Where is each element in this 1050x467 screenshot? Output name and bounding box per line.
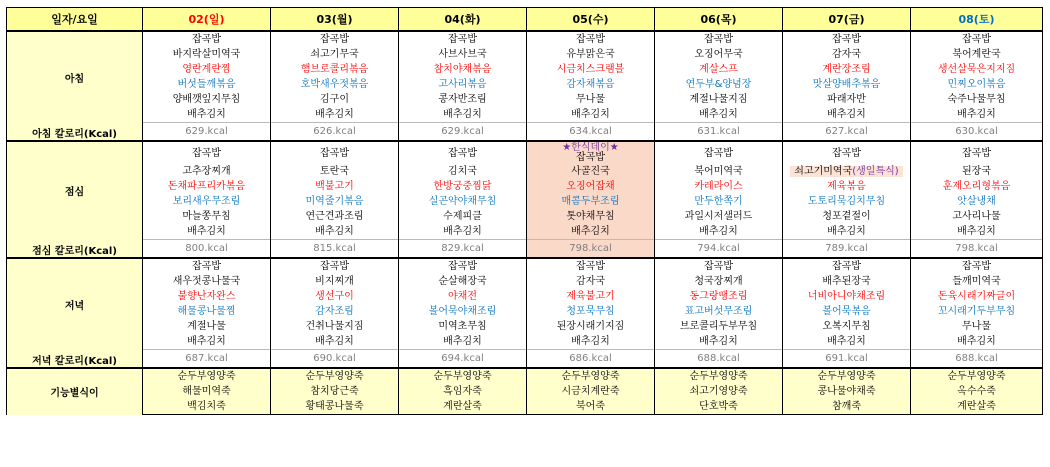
lunch-calorie-label: 점심 칼로리(Kcal)	[7, 240, 143, 259]
calorie-value: 691.kcal	[783, 350, 911, 369]
menu-item-text: 잡곡밥	[576, 152, 605, 163]
menu-item: 배추김치	[527, 107, 655, 123]
menu-item: 무나물	[527, 92, 655, 107]
menu-item: 바지락살미역국	[143, 47, 271, 62]
menu-item: 잡곡밥	[143, 141, 271, 164]
calorie-value: 815.kcal	[271, 240, 399, 259]
menu-item: 감자국	[527, 274, 655, 289]
functional-item: 황태콩나물죽	[271, 399, 399, 415]
menu-item: 잡곡밥	[783, 31, 911, 47]
functional-item: 참깨죽	[783, 399, 911, 415]
menu-item: 맛살양배추볶음	[783, 77, 911, 92]
functional-item: 순두부영양죽	[655, 368, 783, 384]
menu-item: 호박새우젓볶음	[271, 77, 399, 92]
special-day-tag: ★한식데이★	[562, 142, 619, 153]
functional-item: 순두부영양죽	[271, 368, 399, 384]
menu-item: 연두부&양념장	[655, 77, 783, 92]
menu-item: 미역줄기볶음	[271, 194, 399, 209]
day-header-tue: 04(화)	[399, 8, 527, 32]
menu-item: 돈채파프리카볶음	[143, 179, 271, 194]
day-header-thu: 06(목)	[655, 8, 783, 32]
menu-item: 배추김치	[655, 334, 783, 350]
menu-item: 잡곡밥	[655, 141, 783, 164]
breakfast-calorie-row	[7, 123, 1043, 142]
lunch-row	[7, 179, 1043, 194]
menu-item: 영란계란찜	[143, 62, 271, 77]
menu-item: 미역초무침	[399, 319, 527, 334]
menu-item: 북어계란국	[911, 47, 1043, 62]
menu-item: 잡곡밥	[655, 258, 783, 274]
day-header-wed: 05(수)	[527, 8, 655, 32]
functional-item: 계란살죽	[911, 399, 1043, 415]
menu-item: 버섯들깨볶음	[143, 77, 271, 92]
meal-plan	[6, 7, 1042, 415]
menu-item: 비지찌개	[271, 274, 399, 289]
birthday-note: (생일특식)	[852, 166, 899, 177]
menu-item: 사골진국	[527, 164, 655, 179]
menu-item: 오징어잡채	[527, 179, 655, 194]
menu-item: 잡곡밥	[271, 31, 399, 47]
menu-item: 배추김치	[783, 224, 911, 240]
menu-item: 들깨미역국	[911, 274, 1043, 289]
menu-item: 잡곡밥	[271, 141, 399, 164]
functional-row	[7, 399, 1043, 415]
calorie-value: 798.kcal	[911, 240, 1043, 259]
menu-item: 만두한쪽기	[655, 194, 783, 209]
menu-item: 잡곡밥	[399, 258, 527, 274]
menu-item-text: 쇠고기미역국	[794, 166, 853, 177]
menu-item: 배추김치	[271, 334, 399, 350]
menu-item: 앗살냉채	[911, 194, 1043, 209]
calorie-value: 627.kcal	[783, 123, 911, 142]
calorie-value: 829.kcal	[399, 240, 527, 259]
menu-item: 오징어무국	[655, 47, 783, 62]
menu-item: 된장시래기지짐	[527, 319, 655, 334]
menu-item: 계란장조림	[783, 62, 911, 77]
menu-item: 민찌오이볶음	[911, 77, 1043, 92]
lunch-row	[7, 141, 1043, 164]
menu-item: 연근견과조림	[271, 209, 399, 224]
menu-item: 콩자반조림	[399, 92, 527, 107]
menu-item: 배추김치	[271, 224, 399, 240]
menu-item: 야채전	[399, 289, 527, 304]
menu-item: 표고버섯무조림	[655, 304, 783, 319]
functional-item: 흑임자죽	[399, 384, 527, 399]
menu-item: 잡곡밥	[527, 258, 655, 274]
functional-item: 순두부영양죽	[143, 368, 271, 384]
menu-item: 잡곡밥	[911, 141, 1043, 164]
menu-item: 잡곡밥	[911, 31, 1043, 47]
menu-item: 잡곡밥	[911, 258, 1043, 274]
menu-item: 파래자반	[783, 92, 911, 107]
menu-item: 동그랑땡조림	[655, 289, 783, 304]
functional-item: 쇠고기영양죽	[655, 384, 783, 399]
functional-item: 북어죽	[527, 399, 655, 415]
lunch-row	[7, 194, 1043, 209]
functional-item: 백김치죽	[143, 399, 271, 415]
menu-item: 오복지무침	[783, 319, 911, 334]
menu-item: 계살스프	[655, 62, 783, 77]
menu-item: 배추김치	[783, 107, 911, 123]
menu-item: 제육볶음	[783, 179, 911, 194]
menu-item: 잡곡밥	[655, 31, 783, 47]
breakfast-row	[7, 107, 1043, 123]
weekly-menu-table	[6, 7, 1043, 415]
menu-item: 무나물	[911, 319, 1043, 334]
functional-item: 참치당근죽	[271, 384, 399, 399]
calorie-value: 688.kcal	[911, 350, 1043, 369]
menu-item: 제육불고기	[527, 289, 655, 304]
menu-item: 훈제오리형볶음	[911, 179, 1043, 194]
functional-item: 단호박죽	[655, 399, 783, 415]
dinner-calorie-row	[7, 350, 1043, 369]
menu-item: 김치국	[399, 164, 527, 179]
menu-item: 참치야채볶음	[399, 62, 527, 77]
lunch-row	[7, 164, 1043, 179]
breakfast-row	[7, 92, 1043, 107]
lunch-calorie-row	[7, 240, 1043, 259]
calorie-value: 686.kcal	[527, 350, 655, 369]
menu-item: 매콤두부조림	[527, 194, 655, 209]
menu-item: 잡곡밥	[527, 31, 655, 47]
menu-item: 배추김치	[911, 334, 1043, 350]
menu-item: 청국장찌개	[655, 274, 783, 289]
menu-item: 감자채볶음	[527, 77, 655, 92]
breakfast-row	[7, 47, 1043, 62]
menu-item: 잡곡밥	[271, 258, 399, 274]
functional-item: 옥수수죽	[911, 384, 1043, 399]
calorie-value: 629.kcal	[143, 123, 271, 142]
menu-item: 잡곡밥	[783, 141, 911, 164]
menu-item: 배추김치	[399, 334, 527, 350]
menu-item: 감자조림	[271, 304, 399, 319]
day-header-sun: 02(일)	[143, 8, 271, 32]
menu-item: 돈육시래기짜글이	[911, 289, 1043, 304]
breakfast-calorie-label: 아침 칼로리(Kcal)	[7, 123, 143, 142]
corner-header: 일자/요일	[7, 8, 143, 32]
functional-item: 해물미역죽	[143, 384, 271, 399]
functional-label: 기능별식이	[7, 368, 143, 415]
calorie-value: 631.kcal	[655, 123, 783, 142]
menu-item: 꼬시래기두부무침	[911, 304, 1043, 319]
calorie-value: 694.kcal	[399, 350, 527, 369]
menu-item: 시금치스크램블	[527, 62, 655, 77]
menu-item: 계절나물지짐	[655, 92, 783, 107]
menu-item: 카레라이스	[655, 179, 783, 194]
menu-item: 토란국	[271, 164, 399, 179]
menu-item: 잡곡밥	[143, 258, 271, 274]
menu-item: 볼어묵볶음	[783, 304, 911, 319]
lunch-row	[7, 209, 1043, 224]
functional-item: 콩나물야채죽	[783, 384, 911, 399]
menu-item: 북어미역국	[655, 164, 783, 179]
menu-item: 배추김치	[655, 107, 783, 123]
menu-item: 건취나물지짐	[271, 319, 399, 334]
calorie-value: 634.kcal	[527, 123, 655, 142]
menu-item: 수제피클	[399, 209, 527, 224]
functional-item: 순두부영양죽	[399, 368, 527, 384]
menu-item: 고추장찌개	[143, 164, 271, 179]
menu-item: 된장국	[911, 164, 1043, 179]
menu-item: 배추김치	[143, 224, 271, 240]
birthday-special	[790, 166, 902, 177]
menu-item: 배추김치	[399, 107, 527, 123]
menu-item: 불향난자완스	[143, 289, 271, 304]
menu-item: 새우젓콩나물국	[143, 274, 271, 289]
functional-item: 순두부영양죽	[783, 368, 911, 384]
header-row	[7, 8, 1043, 32]
menu-body	[7, 31, 1043, 415]
menu-item: 너비아니야채조림	[783, 289, 911, 304]
functional-item: 시금치계란죽	[527, 384, 655, 399]
menu-item: 생선구이	[271, 289, 399, 304]
functional-row	[7, 368, 1043, 384]
menu-item: 마늘쫑무침	[143, 209, 271, 224]
menu-item: 계절나물	[143, 319, 271, 334]
breakfast-row	[7, 62, 1043, 77]
breakfast-row	[7, 77, 1043, 92]
breakfast-label: 아침	[7, 31, 143, 123]
day-header-fri: 07(금)	[783, 8, 911, 32]
menu-item: 보리새우무조림	[143, 194, 271, 209]
day-header-mon: 03(월)	[271, 8, 399, 32]
calorie-value: 687.kcal	[143, 350, 271, 369]
dinner-row	[7, 304, 1043, 319]
dinner-row	[7, 274, 1043, 289]
dinner-row	[7, 258, 1043, 274]
lunch-label: 점심	[7, 141, 143, 240]
menu-item: 볼어묵야채조림	[399, 304, 527, 319]
menu-item: 배추김치	[527, 224, 655, 240]
menu-item: 잡곡밥	[399, 31, 527, 47]
dinner-label: 저녁	[7, 258, 143, 350]
calorie-value: 690.kcal	[271, 350, 399, 369]
menu-item: 도토리묵김치무침	[783, 194, 911, 209]
functional-item: 계란살죽	[399, 399, 527, 415]
menu-item: 과일시저샐러드	[655, 209, 783, 224]
menu-item: 사브사브국	[399, 47, 527, 62]
menu-item: 청포곁절이	[783, 209, 911, 224]
calorie-value: 688.kcal	[655, 350, 783, 369]
menu-item: 백불고기	[271, 179, 399, 194]
dinner-row	[7, 319, 1043, 334]
calorie-value: 798.kcal	[527, 240, 655, 259]
menu-item: 브로콜리두부무침	[655, 319, 783, 334]
menu-item: 잡곡밥	[783, 258, 911, 274]
functional-row	[7, 384, 1043, 399]
menu-item: 잡곡밥	[143, 31, 271, 47]
menu-item: 배추김치	[143, 334, 271, 350]
menu-item: 숙주나물무침	[911, 92, 1043, 107]
menu-item: 쇠고기무국	[271, 47, 399, 62]
menu-item: 톳야채무침	[527, 209, 655, 224]
menu-item: 배추김치	[271, 107, 399, 123]
menu-item: 배추김치	[911, 107, 1043, 123]
menu-item: 양배깻잎지무침	[143, 92, 271, 107]
menu-item: 고사리나물	[911, 209, 1043, 224]
menu-item: 청포묵무침	[527, 304, 655, 319]
calorie-value: 629.kcal	[399, 123, 527, 142]
calorie-value: 800.kcal	[143, 240, 271, 259]
menu-item: 배추김치	[143, 107, 271, 123]
menu-item: 실곤약야채무침	[399, 194, 527, 209]
menu-item: 잡곡밥	[399, 141, 527, 164]
menu-item: 유부맑은국	[527, 47, 655, 62]
day-header-sat: 08(토)	[911, 8, 1043, 32]
calorie-value: 626.kcal	[271, 123, 399, 142]
lunch-row	[7, 224, 1043, 240]
menu-item	[527, 141, 655, 164]
functional-item: 순두부영양죽	[527, 368, 655, 384]
calorie-value: 630.kcal	[911, 123, 1043, 142]
menu-item: 배추김치	[399, 224, 527, 240]
calorie-value: 789.kcal	[783, 240, 911, 259]
menu-item	[783, 164, 911, 179]
calorie-value: 794.kcal	[655, 240, 783, 259]
menu-item: 순살해장국	[399, 274, 527, 289]
menu-item: 배추김치	[783, 334, 911, 350]
dinner-row	[7, 334, 1043, 350]
dinner-calorie-label: 저녁 칼로리(Kcal)	[7, 350, 143, 369]
dinner-row	[7, 289, 1043, 304]
menu-item: 배추김치	[655, 224, 783, 240]
menu-item: 배추된장국	[783, 274, 911, 289]
menu-item: 햄브로콜리볶음	[271, 62, 399, 77]
menu-item: 생선살묵은지지짐	[911, 62, 1043, 77]
menu-item: 해물콩나물찜	[143, 304, 271, 319]
menu-item: 한방궁중찜닭	[399, 179, 527, 194]
menu-item: 감자국	[783, 47, 911, 62]
menu-item: 배추김치	[911, 224, 1043, 240]
menu-item: 김구이	[271, 92, 399, 107]
menu-item: 배추김치	[527, 334, 655, 350]
menu-item: 고사리볶음	[399, 77, 527, 92]
breakfast-row	[7, 31, 1043, 47]
functional-item: 순두부영양죽	[911, 368, 1043, 384]
